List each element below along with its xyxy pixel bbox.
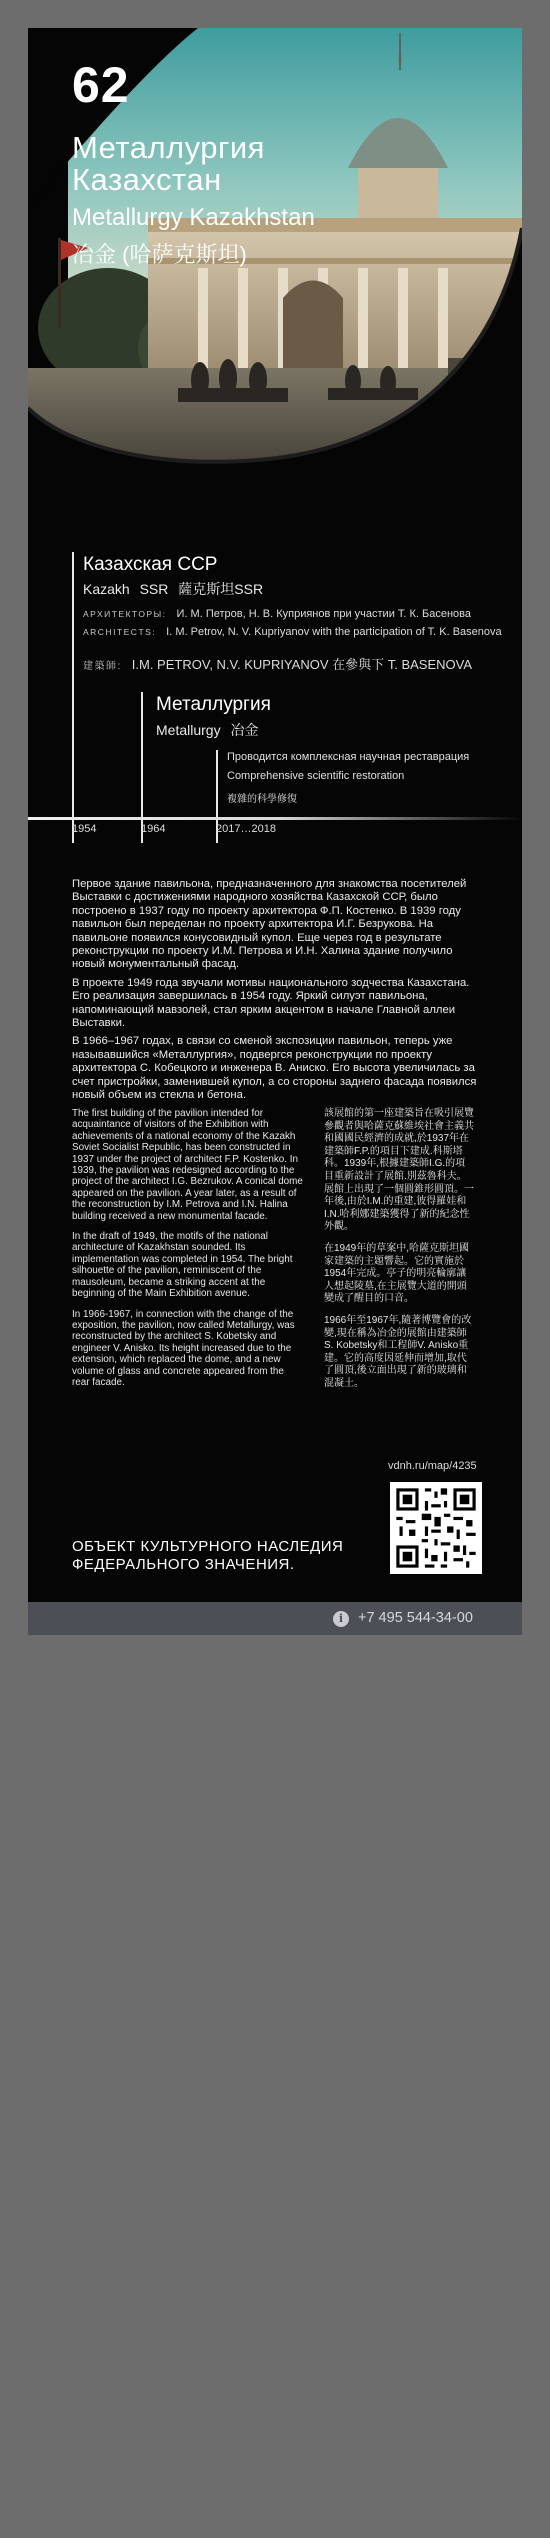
qr-code[interactable] [390, 1482, 482, 1574]
history-ru-p3: В 1966–1967 годах, в связи со сменой экспозиции павильон, теперь уже называвшийся «Металлургия», подвергся реконструкции по проекту архитектора С. Кобецкого и инженера В. Аниско. Его высота увеличилась за счет пристройки, заменившей купол, а со стороны заднего фасада появился новый объем из стекла и бетона. [72, 1035, 477, 1102]
qr-code-icon [390, 1482, 482, 1574]
restoration-en: Comprehensive scientific restoration [227, 770, 405, 782]
history-zh-p3: 1966年至1967年,隨著博覽會的改變,現在稱為冶金的展館由建築師S. Kobetsky和工程師V. Anisko重建。它的高度因延伸而增加,取代了圓頂,後立面出現了新的玻璃和混凝土。 [324, 1314, 472, 1389]
info-sign [28, 28, 522, 1635]
history-text-en [72, 1108, 304, 1397]
footer-bar [28, 1602, 522, 1635]
pavilion-number: 62 [72, 57, 130, 113]
architects-text-ru: И. М. Петров, Н. В. Куприянов при участии Т. К. Басенова [176, 608, 472, 620]
history-en-p2: In the draft of 1949, the motifs of the national architecture of Kazakhstan sounded. Its implementation was completed in 1954. The bright silhouette of the pavilion, reminiscent of the mausoleum, became a striking accent at the beginning of the Main Exhibition avenue. [72, 1231, 293, 1300]
history-text-ru [72, 878, 486, 1108]
timeline-bar-1964 [141, 692, 143, 843]
original-name-sub [83, 579, 263, 599]
original-name-zh: 薩克斯坦SSR [178, 581, 264, 597]
history-ru-p1: Первое здание павильона, предназначенного для знакомства посетителей Выставки с достижениями народного хозяйства Казахской ССР, было построено в 1937 году по проекту архитектора Ф.П. Костенко. В 1939 году павильон был переделан по проекту архитектора И.Г. Безрукова. На павильоне появился конусовидный купол. Еще через год в результате реконструкции по проекту И.М. Петрова и И.Н. Халина здание получило новый монументальный фасад. [72, 878, 467, 971]
info-icon: i [333, 1611, 349, 1627]
timeline-year-2017: 2017…2018 [216, 823, 276, 835]
history-en-p1: The first building of the pavilion intended for acquaintance of visitors of the Exhibition with achievements of a national economy of the Kazakh Soviet Socialist Republic, has been constructed in 1937 under the project of architect F.P. Kostenko. In 1939, the pavilion was redesigned according to the project of the architect I.G. Bezrukov. A conical dome appeared on the pavilion. A year later, as a result of the reconstruction by I.M. Petrova and I.N. Halina building received a new monumental facade. [72, 1108, 303, 1222]
architects-label-zh: 建築師: [83, 661, 122, 672]
architects-label-ru: АРХИТЕКТОРЫ: [83, 609, 167, 619]
timeline-line [28, 817, 278, 820]
hero-section [28, 28, 522, 528]
timeline-bar-1954 [72, 552, 74, 843]
original-name-ru: Казахская ССР [83, 554, 218, 575]
history-en-p3: In 1966-1967, in connection with the change of the exposition, the pavilion, now called Metallurgy, was reconstructed by the architect S. Kobetsky and engineer V. Anisko. Its height increased due to the extension, which replaced the dome, and a new volume of glass and concrete appeared from the rear facade. [72, 1308, 295, 1388]
current-name-en: Metallurgy [156, 722, 221, 738]
restoration-zh: 複雜的科學修復 [227, 794, 297, 805]
history-zh-p2: 在1949年的草案中,哈薩克斯坦國家建築的主題響起。它的實施於1954年完成。亭子的明亮輪廓讓人想起陵墓,在主展覽大道的開頭變成了醒目的口音。 [324, 1242, 470, 1305]
map-url[interactable]: vdnh.ru/map/4235 [388, 1460, 477, 1472]
history-zh-p1: 該展館的第一座建築旨在吸引展覽參觀者與哈薩克蘇維埃社會主義共和國國民經濟的成就,於1937年在建築師F.P.的項目下建成.科斯塔科。1939年,根據建築師I.G.的項目重新設計了展館.別茲魯科夫。展館上出現了一個圓錐形圓頂。一年後,由於I.M.的重建,彼得羅娃和I.N.哈利娜建築獲得了新的紀念性外觀。 [324, 1108, 474, 1233]
heritage-status: ОБЪЕКТ КУЛЬТУРНОГО НАСЛЕДИЯ ФЕДЕРАЛЬНОГО ЗНАЧЕНИЯ. [72, 1538, 344, 1573]
current-name-sub [156, 720, 258, 740]
pavilion-title-ru [72, 132, 265, 196]
pavilion-title-ru-line1: Металлургия [72, 130, 265, 165]
architects-zh [83, 658, 513, 673]
current-name-zh: 冶金 [230, 722, 259, 738]
architects-text-en: I. M. Petrov, N. V. Kupriyanov with the participation of T. K. Basenova [166, 626, 502, 638]
pavilion-title-zh: 冶金 (哈萨克斯坦) [72, 242, 247, 267]
architects-label-en: ARCHITECTS: [83, 627, 157, 637]
architects-ru [83, 608, 513, 621]
architects-en [83, 626, 513, 639]
history-text-zh [324, 1108, 474, 1399]
restoration-ru: Проводится комплексная научная реставрация [227, 751, 470, 763]
current-name-ru: Металлургия [156, 694, 271, 715]
original-name-en: Kazakh SSR [83, 581, 169, 597]
timeline-year-1964: 1964 [141, 823, 166, 835]
phone-number[interactable]: +7 495 544-34-00 [358, 1610, 473, 1626]
architects-text-zh: I.M. PETROV, N.V. KUPRIYANOV 在參與下 T. BASENOVA [131, 657, 473, 672]
history-ru-p2: В проекте 1949 года звучали мотивы национального зодчества Казахстана. Его реализация завершилась в 1954 году. Яркий силуэт павильона, напоминающий мавзолей, стал ярким акцентом в начале Главной аллеи Выставки. [72, 976, 470, 1030]
timeline-line-fade [278, 817, 522, 820]
timeline-year-1954: 1954 [72, 823, 97, 835]
pavilion-title-ru-line2: Казахстан [72, 162, 222, 197]
pavilion-title-en: Metallurgy Kazakhstan [72, 204, 315, 231]
